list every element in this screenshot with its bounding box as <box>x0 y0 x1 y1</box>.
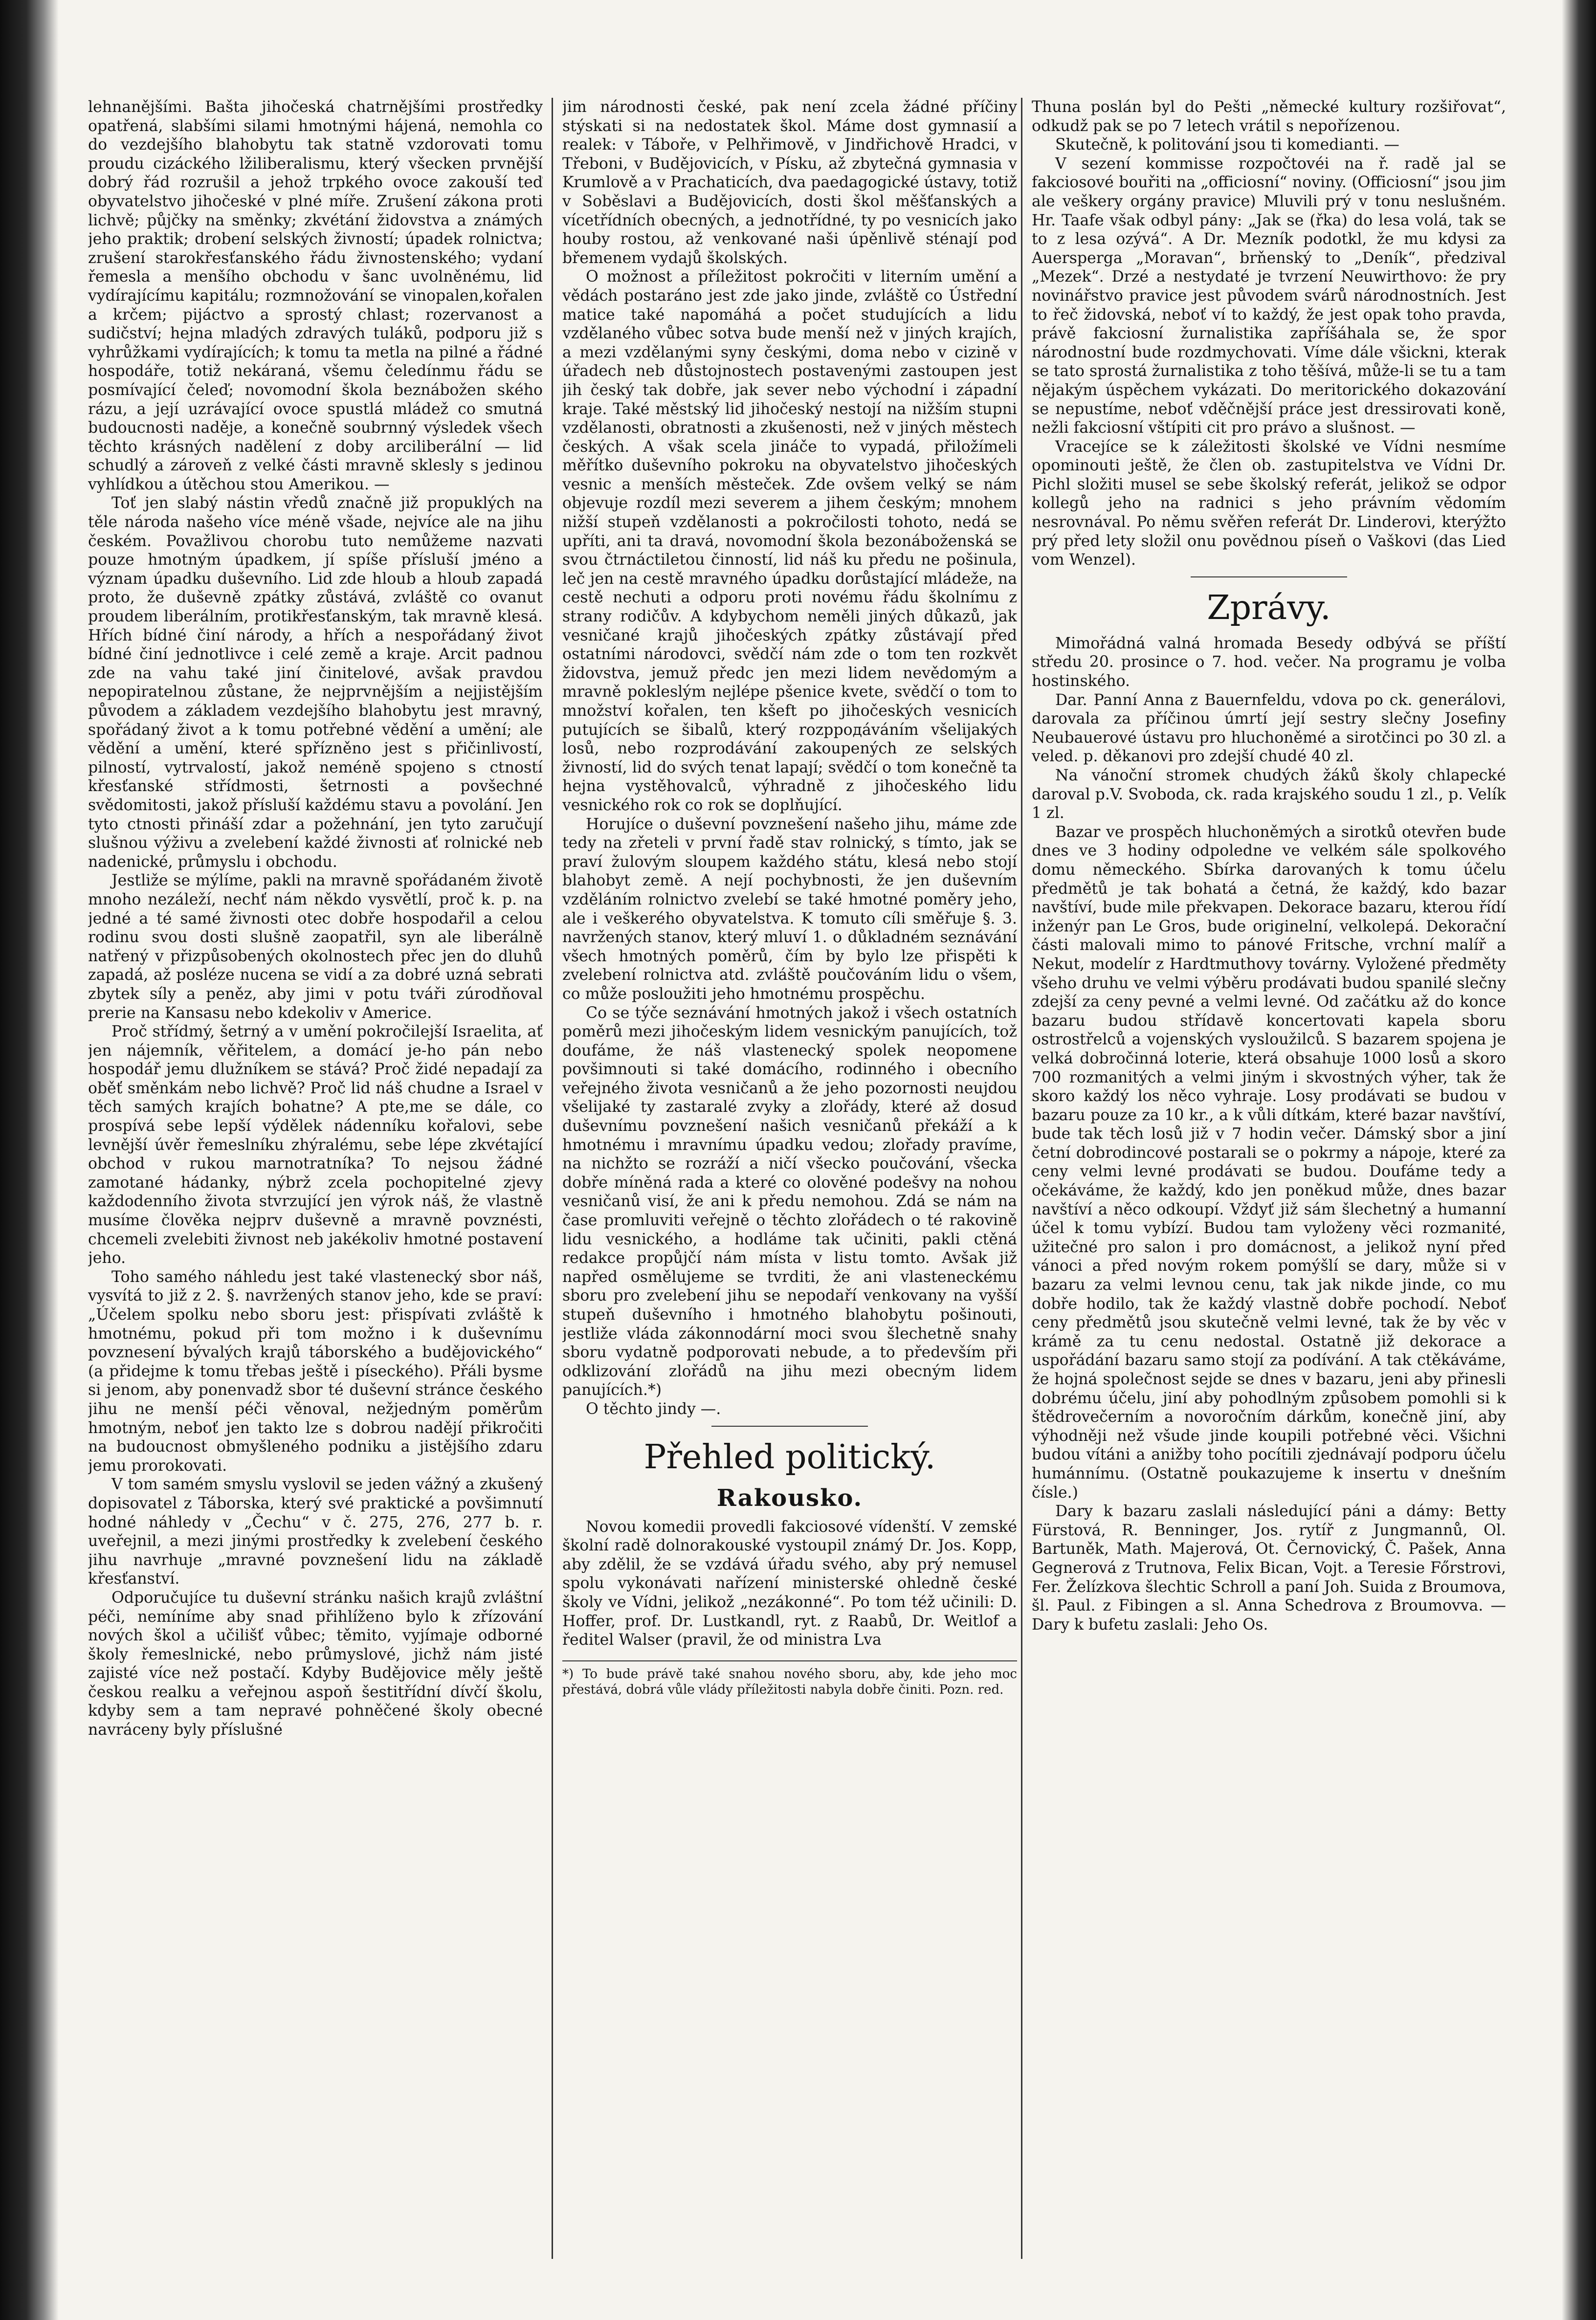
paragraph: O těchto jindy —. <box>586 1400 721 1418</box>
section-divider <box>711 1426 868 1427</box>
paragraph: Co se týče seznávání hmotných jakož i všech ostatních poměrů mezi jihočeským lidem vesnickým panujících, tož doufáme, že náš vlastenecký spolek neopomene povšimnouti si také domácího, rodinného i obecního veřejného života vesničanů a že jeho pozornosti neujdou všelijaké ty zastaralé zvyky a zlořády, které až dosud duševnímu povznešení našich vesničanů překáží a k hmotnému i mravnímu úpadku vedou; zlořady pravíme, na nichžto se rozráží a ničí všecko poučování, všecka dobře míněná rada a které co olověné podešvy na nohou vesničanů visí, že ani k předu nemohou. Zdá se nám na čase promluviti veřejně o těchto zlořádech o té rakovině lidu vesnického, a hodláme tak učiniti, pakli ctěná redakce propůjčí nám místa v listu tomto. Avšak již napřed osmělujeme se tvrditi, že ani vlasteneckému sboru pro zvelebení jihu se nepodaří venkovany na vyšší stupeň duševního i hmotného blahobytu pošinouti, jestliže vláda zákonnodární moci svou šlechetně snahy sboru vydatně podporovati nebude, a to především při odklizování zlořádů na jihu mezi obecným lidem panujících.*) <box>562 1004 1017 1399</box>
paragraph: Bazar ve prospěch hluchoněmých a sirotků otevřen bude dnes ve 3 hodiny odpoledne ve velkém sále spolkového domu německého. Sbírka darovaných k tomu účelu předmětů je tak bohatá a četná, že každý, kdo bazar navštíví, bude mile překvapen. Dekorace bazaru, kterou řídí inženýr pan Le Gros, bude originelní, velkolepá. Dekorační části malovali mimo to pánové Fritsche, vrchní malíř a Nekut, modelír z Hardtmuthovy továrny. Vyložené předměty všeho druhu ve velmi výběru prodávati budou spanilé slečny zdejší za ceny pevné a velmi levné. Od začátku až do konce bazaru budou střídavě koncertovati kapela sboru ostrostřelců a vojenských vysloužilců. S bazarem spojena je velká dobročinná loterie, která obsahuje 1000 losů a skoro 700 rozmanitých a velmi jiným i skvostných výher, tak že skoro každý los něco vyhraje. Losy prodávati se budou v bazaru pouze za 10 kr., a k vůli dítkám, které bazar navštíví, bude tak těch losů již v 7 hodin večer. Dámský sbor a jiní četní dobrodincové postarali se o pokrmy a nápoje, které za ceny velmi levné prodávati se budou. Doufáme tedy a očekáváme, že každý, kdo jen poněkud může, dnes bazar navštíví a něco odkoupí. Vždyť již sám šlechetný a humanní účel k tomu vybízí. Budou tam vyloženy věci rozmanité, užitečné pro salon i pro domácnost, a jelikož nyní před vánoci a před novým rokem pomýšlí se dary, může si v bazaru za velmi levnou cenu, tak jak nikde jinde, co mu dobře hodilo, tak že každý vlastně dobře pochodí. Neboť ceny předmětů jsou skutečně velmi levné, tak že by věc v krámě za tu cenu nedostal. Ostatně již dekorace a uspořádání bazaru samo stojí za podívání. A tak ctěkáváme, že hojná společnost sejde se dnes v bazaru, jeni aby přinesli dobrému účelu, jiní aby pohodlným způsobem pomohli si k štědrovečerním a novoročním dárkům, konečně jiní, aby výhodněji než všude jinde koupili potřebné věci. Všichni budou vítáni a anižby toho pocítili zjednávají podporu účelu humánnímu. (Ostatně poukazujeme k insertu v dnešním čísle.) <box>1032 823 1506 1502</box>
paragraph: Mimořádná valná hromada Besedy odbývá se příští středu 20. prosince o 7. hod. večer. Na programu je volba hostinského. <box>1032 634 1506 690</box>
paragraph: Proč střídmý, šetrný a v umění pokročilejší Israelita, ať jen nájemník, věřitelem, a domácí je-ho pán nebo hospodář jemu dlužníkem se stává? Proč židé nepadají za oběť směnkám nebo lichvě? Proč lid náš chudne a Israel v těch samých krajích bohatne? A pte,me se dále, co prospívá sebe lepší výdělek nádenníku kořalovi, sebe levnější úvěr řemeslníku zhýralému, sebe lépe zkvétající obchod v rukou marnotratníka? To nejsou žádné zamotané hádanky, nýbrž zcela pochopitelné zjevy každodenního života stvrzující jen výrok náš, že vlastně musíme člověka nejprv duševně a mravně povznésti, chcemeli zvelebiti živnost neb jakékoliv hmotné postavení jeho. <box>88 1023 543 1267</box>
paragraph: V sezení kommisse rozpočtovéi na ř. radě jal se fakciosové bouřiti na „officiosní“ noviny. (Officiosní“ jsou jim ale veškery orgány pravice) Mluvili prý v tonu neslušném. Hr. Taafe však odbyl pány: „Jak se (řka) do lesa volá, tak se to z lesa ozývá“. A Dr. Mezník podotkl, že mu kdysi za Auersperga „Moravan“, brňenský to „Deník“, předzival „Mezek“. Drzé a nestydaté je tvrzení Neuwirthovo: že pry novinářstvo pravice jest původem svárů národnostních. Jest to řeč židovská, neboť ví to každý, že jest opak toho pravda, právě fakciosní žurnalistika zapříšáhala se, že spor národnostní bude rozdmychovati. Víme dále všickni, kterak se tato sprostá žurnalistika z toho těšívá, může-li se tu a tam nějakým úspěchem vykázati. Do meritorického dokazování se nepustíme, neboť vděčnější práce jest dressirovati koně, nežli fakciosní vštípiti cit pro právo a slušnost. — <box>1032 155 1506 437</box>
paragraph: Novou komedii provedli fakciosové vídenští. V zemské školní radě dolnorakouské vystoupil známý Dr. Jos. Kopp, aby zdělil, že se vzdává úřadu svého, aby prý nemusel spolu vykonávati nařízení ministerské ohledně české školy ve Vídni, jelikož „nezákonné“. Po tom též učinili: D. Hoffer, prof. Dr. Lustkandl, ryt. z Raabů, Dr. Weitlof a ředitel Walser (pravil, že od ministra Lva <box>562 1518 1017 1649</box>
column-left <box>88 98 543 2288</box>
footnote-divider <box>562 1660 1017 1661</box>
column-right <box>1032 98 1506 2288</box>
column-middle <box>562 98 1017 2288</box>
page-edge-shadow-right <box>1562 0 1596 2320</box>
page-edge-shadow-left <box>0 0 59 2320</box>
paragraph: Dary k bazaru zaslali následující páni a dámy: Betty Fürstová, R. Benninger, Jos. rytíř z Jungmannů, Ol. Bartuněk, Math. Majerová, Ot. Černovický, Č. Pašek, Anna Gegnerová z Trutnova, Felix Bican, Vojt. a Teresie Főrstrovi, Fer. Želízkova šlechtic Schroll a paní Joh. Suida z Broumova, šl. Paul. z Fibingen a sl. Anna Schedrova z Broumovva. — Dary k bufetu zaslali: Jeho Os. <box>1032 1502 1506 1634</box>
paragraph: Vracejíce se k záležitosti školské ve Vídni nesmíme opominouti ještě, že člen ob. zastupitelstva ve Vídni Dr. Pichl složiti musel se sebe školský referát, jelikož se odpor kollegů jeho na radnici s jeho právním vědomím nesrovnával. Po němu svěřen referát Dr. Linderovi, kterýžto prý před lety složil onu povědnou píseň o Vaškovi (das Lied vom Wenzel). <box>1032 438 1506 569</box>
section-divider <box>1191 576 1347 577</box>
paragraph: Na vánoční stromek chudých žáků školy chlapecké daroval p.V. Svoboda, ck. rada krajského soudu 1 zl., p. Velík 1 zl. <box>1032 767 1506 822</box>
paragraph: jim národnosti české, pak není zcela žádné příčiny stýskati si na nedostatek škol. Máme dost gymnasií a realek: v Táboře, v Pelhřimově, v Jindřichově Hradci, v Třeboni, v Budějovicích, v Písku, až zbytečná gymnasia v Krumlově a v Prachaticích, dva paedagogické ústavy, totiž v Soběslavi a Budějovicích, dosti škol měšťanských a vícetřídních obecných, a jednotřídné, ty po vesnicích jako houby rostou, až venkované naši úpěnlivě sténají pod břemenem vydajů školských. <box>562 98 1017 267</box>
paragraph: Toť jen slabý nástin vředů značně již propuklých na těle národa našeho více méně všade, nejvíce ale na jihu českém. Považlivou chorobu tuto nemůžeme nazvati pouze hmotným úpadkem, jí spíše přísluší jméno a význam úpadku duševního. Lid zde hloub a hloub zapadá proto, že duševně zpátky zůstává, zvláště co ovanut proudem liberálním, protikřesťanským, tak mravně klesá. Hřích bídné činí národy, a hřích a nespořádaný život bídné činí jednotlivce i celé země a kraje. Arcit padnou zde na vahu také jiní činitelové, avšak pravdou nepopiratelnou zůstane, že nejprvnějším a nejjistějším původem a základem vezdejšího blahobytu jest mravný, spořádaný život a k tomu potřebné vědění a umění; ale vědění a umění, které spřízněno jest s přičinlivostí, pilností, vytrvalostí, jakož neméně spojeno s ctností křesťanské střídmosti, šetrnosti a povšechné svědomitosti, jakož přísluší každému stavu a povolání. Jen tyto ctnosti přináší zdar a požehnání, jen tyto zaručují slušnou výživu a zvelebení každé živnosti ať rolnické neb nadenické, průmyslu i obchodu. <box>88 494 543 871</box>
section-title-politics: Přehled politický. <box>643 1437 936 1477</box>
paragraph: Thuna poslán byl do Pešti „německé kultury rozšiřovat“, odkudž pak se po 7 letech vrátil s nepořízenou. <box>1032 98 1506 135</box>
paragraph: V tom samém smyslu vyslovil se jeden vážný a zkušený dopisovatel z Táborska, který své praktické a povšimnutí hodné náhledy v „Čechu“ v č. 275, 276, 277 b. r. uveřejnil, a mezi jinými prostředky k zvelebení českého jihu navrhuje „mravné povznešení lidu na základě křesťanství. <box>88 1476 543 1588</box>
column-rule <box>1021 98 1022 2259</box>
paragraph: Horujíce o duševní povznešení našeho jihu, máme zde tedy na zřeteli v první řadě stav rolnický, s tímto, jak se praví žulovým sloupem každého státu, klesá nebo stojí blahobyt země. A nejí pochybnosti, že jen duševním vzděláním rolnictvo zvelebí se také hmotné poměry jeho, ale i veškerého obyvatelstva. K tomuto cíli směřuje §. 3. navržených stanov, který mluví 1. o důkladném seznávání všech hmotných poměrů, čím by bylo lze přispěti k zvelebení rolnictva atd. zvláště poučováním lidu o všem, co může posloužiti jeho hmotnému prospěchu. <box>562 815 1017 1003</box>
paragraph: Jestliže se mýlíme, pakli na mravně spořádaném životě mnoho nezáleží, nechť nám někdo vysvětlí, proč k. p. na jedné a té samé živnosti otec dobře hospodařil a celou rodinu svou dosti slušně zaopatřil, syn ale liberálně natřený v přizpůsobených okolnostech přec jen do dluhů zapadá, až posléze nucena se vidí a za dobré uzná sebrati zbytek síly a peněz, aby jimi v potu tváři zúrodňoval prerie na Kansasu nebo kdekoliv v Americe. <box>88 872 543 1022</box>
paragraph: Odporučujíce tu duševní stránku našich krajů zvláštní péči, nemíníme aby snad přihlíženo bylo k zřízování nových škol a učilišť vůbec; těmito, vyjímaje odborné školy řemeslnické, nebo průmyslové, jichž nám jisté zajisté více než postačí. Kdyby Budějovice měly ještě českou realku a veřejnou aspoň šestitřídní dívčí školu, kdyby sem a tam nepravé pohněčené školy obecné navráceny byly příslušné <box>88 1589 543 1739</box>
paragraph: Dar. Panní Anna z Bauernfeldu, vdova po ck. generálovi, darovala za příčinou úmrtí její sestry slečny Josefiny Neubauerové ústavu pro hluchoněmé a sirotčinci po 30 zl. a veled. p. děkanovi pro zdejší chudé 40 zl. <box>1032 691 1506 766</box>
subsection-title-austria: Rakousko. <box>716 1484 863 1512</box>
paragraph: Toho samého náhledu jest také vlastenecký sbor náš, vysvítá to již z 2. §. navržených stanov jeho, kde se praví: „Účelem spolku nebo sboru jest: přispívati zvláště k hmotnému, pokud při tom možno i k duševnímu povznesení bývalých krajů táborského a budějovického“ (a přidejme k tomu třebas ještě i píseckého). Přáli bysme si jenom, aby ponenvadž sbor té duševní stránce českého jihu ne menší péči věnoval, nežjedným poměrům hmotným, neboť jen takto lze s dobrou nadějí přikročiti na budoucnost obmyšleného podniku a jistějšího zdaru jemu prorokovati. <box>88 1268 543 1475</box>
paragraph: lehnanějšími. Bašta jihočeská chatrnějšími prostředky opatřená, slabšími silami hmotnými hájená, nemohla co do vezdejšího blahobytu tak statně vzdorovati tomu proudu cizáckého lžiliberalismu, který všecken prvnější dobrý řád rozrušil a jehož trpkého ovoce zakouší teď obyvatelstvo jihočeské v plné míře. Zrušení zákona proti lichvě; půjčky na směnky; zkvétání židovstva a známých jeho praktik; drobení selských živností; úpadek rolnictva; zrušení starokřesťanského řádu živnostenského; vydaní řemesla a menšího obchodu v šanc uvolněnému, lid vydírajícímu kapitálu; rozmnožování se vinopalen,kořalen a krčem; pijáctvo a sprostý chlast; rozervanost a sudičství; hejna mladých zdravých tuláků, podporu již s vyhrůžkami vydírajících; k tomu ta metla na pilné a řádné hospodáře, totiž nekáraná, všemu čeledínmu řádu se posmívající čeleď; novomodní škola beznábožen ského rázu, a její uzrávající ovoce spustlá mládež co smutná budoucnosti naděje, a konečně soubrnný výsledek všech těchto krásných nadělení z doby arciliberální — lid schudlý a zároveň z velké části mravně sklesly s jedinou vyhlídkou a útěchou stou Amerikou. — <box>88 98 543 493</box>
paragraph: Skutečně, k politování jsou ti komedianti. — <box>1055 136 1399 154</box>
footnote: *) To bude právě také snahou nového sboru, aby, kde jeho moc přestává, dobrá vůle vlády příležitosti nabyla dobře činiti. Pozn. red. <box>562 1666 1017 1697</box>
paragraph: O možnost a příležitost pokročiti v literním umění a vědách postaráno jest zde jako jinde, zvláště co Ústřední matice také napomáhá a počet studujících a lidu vzdělaného vůbec sotva bude menší než v jiných krajích, a mezi vzdělanými syny českými, doma nebo v cizině v úřadech neb důstojnostech postavenými zastoupen jest jih český tak dobře, jak sever nebo východní i západní kraje. Také městský lid jihočeský nestojí na nižším stupni vzdělanosti, obratnosti a zkušenosti, než v jiných městech českých. A však scela jináče to vypadá, přiložímeli měřítko duševního pokroku na obyvatelstvo jihočeských vesnic a menších městeček. Zde ovšem velký se nám objevuje rozdíl mezi severem a jihem českým; mnohem nižší stupeň vzdělanosti a pokročilosti tohoto, nedá se upříti, ani ta dravá, novomodní škola bezonáboženská se svou čtrnáctiletou činností, lid náš ku předu ne pošinula, leč jen na cestě mravného úpadku dorůstající mládeže, na cestě nechuti a odporu proti novému řádu školnímu z strany rodičův. A kdybychom neměli jiných důkazů, jak vesničané krajů jihočeských zpátky zůstávají před ostatními národovci, svědčí nám zde o tom ten rozkvět židovstva, jemuž předc jen mezi lidem nevědomým a mravně pokleslým nejlépe pšenice kvete, svědčí o tom to množství kořalen, ten kšeft po jihočeských vesnicích putujících se šibalů, který rozpродáváním všelijakých losů, nebo rozprodávání zakoupených ze selských živností, lid do svých tenat lapají; svědčí o tom konečně ta hejna vystěhovalců, výhradně z jihočeského lidu vesnického rok co rok se doplňující. <box>562 268 1017 814</box>
section-title-news: Zprávy. <box>1207 588 1331 627</box>
column-rule <box>552 98 553 2259</box>
